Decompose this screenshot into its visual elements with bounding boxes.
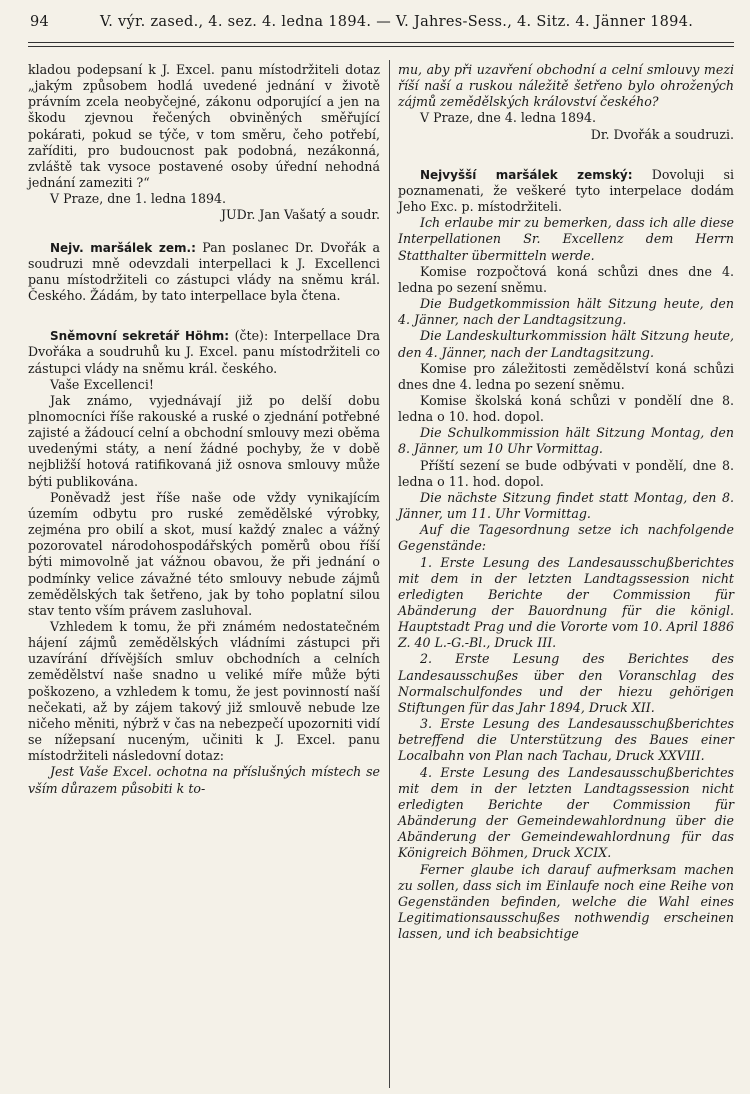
paragraph [398, 167, 734, 215]
header-title: V. výr. zased., 4. sez. 4. ledna 1894. — V. Jahres-Sess., 4. Sitz. 4. Jänner 1894. [100, 14, 694, 30]
speech-text: Dovoluji si poznamenati, že veškeré tyto interpelace dodám Jeho Exc. p. místodržiteli. [398, 166, 734, 215]
german-notice: Die Schulkommission hält Sitzung Montag, den 8. Jänner, um 10 Uhr Vormittag. [398, 425, 734, 457]
agenda-item: 3. Erste Lesung des Landesausschußberichtes betreffend die Unterstützung des Baues einer Localbahn von Plan nach Tachau, Druck XXVIII. [398, 716, 734, 764]
paragraph: kladou podepsaní k J. Excel. panu místodržiteli dotaz „jakým způsobem hodlá uvedené jednání v životě právním zcela neobyčejné, zákonu odporující a jen na škodu zjevnou řečených obviněných směřující pokárati, pokud se týče, v tom směru, čeho potřebí, zaříditi, pro budoucnost pak podobná, nezákonná, zvláště tak vysoce postavené osoby úřední nehodná jednání zameziti ?“ [28, 62, 380, 191]
date-line: V Praze, dne 1. ledna 1894. [50, 191, 227, 207]
german-notice: Die nächste Sitzung findet statt Montag, den 8. Jänner, um 11. Uhr Vormittag. [398, 489, 734, 522]
column-divider [389, 60, 390, 1088]
notice: Komise školská koná schůzi v pondělí dne 8. ledna o 10. hod. dopol. [398, 392, 734, 425]
german-paragraph: Ich erlaube mir zu bemerken, dass ich alle diese Interpellationen Sr. Excellenz dem Herrn Statthalter übermitteln werde. [398, 215, 734, 263]
right-column [398, 62, 734, 1084]
page-number: 94 [30, 14, 50, 30]
page-header [30, 14, 720, 40]
agenda-item: 1. Erste Lesung des Landesausschußberichtes mit dem in der letzten Landtagssession nicht erledigten Berichte der Commission für Abänderung der Bauordnung für die königl. Hauptstadt Prag und die Vororte vom 10. April 1886 Z. 40 L.-G.-Bl., Druck III. [398, 554, 734, 651]
header-rule [28, 42, 734, 47]
german-notice: Die Budgetkommission hält Sitzung heute, den 4. Jänner, nach der Landtagsitzung. [398, 296, 734, 328]
notice: Komise pro záležitosti zemědělství koná schůzi dnes dne 4. ledna po sezení sněmu. [398, 360, 734, 392]
german-paragraph: Ferner glaube ich darauf aufmerksam machen zu sollen, dass sich im Einlaufe noch eine Reihe von Gegenständen befinden, welche die Wahl eines Legitimationsausschußes nothwendig erscheinen lassen, und ich beabsichtige [398, 861, 734, 942]
agenda-intro: Auf die Tagesordnung setze ich nachfolgende Gegenstände: [398, 522, 734, 554]
notice: Příští sezení se bude odbývati v pondělí, dne 8. ledna o 11. hod. dopol. [398, 457, 734, 489]
paragraph: Vzhledem k tomu, že při známém nedostatečném hájení zájmů zemědělských vládními zástupci při uzavírání dřívějších smluv obchodních a celních zemědělství naše snadno u veliké míře může býti poškozeno, a vzhledem k tomu, že jest povinností naší nečekati, až by zájem takový již smlouvě nebude lze ničeho měniti, nýbrž v čas na nebezpečí upozorniti vidí se nížepsaní nuceným, učiniti k J. Excel. panu místodržiteli následovní dotaz: [28, 619, 380, 764]
agenda-item: 4. Erste Lesung des Landesausschußberichtes mit dem in der letzten Landtagssession nicht erledigten Berichte der Commission für Abänderung der Gemeindewahlordnung über die Abänderung der Gemeindewahlordnung für das Königreich Böhmen, Druck XCIX. [398, 764, 734, 861]
paragraph [28, 240, 380, 305]
notice: Komise rozpočtová koná schůzi dnes dne 4. ledna po sezení sněmu. [398, 263, 734, 295]
speaker-name: Nejvyšší maršálek zemský: [420, 167, 633, 182]
paragraph: Jak známo, vyjednávají již po delší dobu plnomocníci říše rakouské a ruské o zjednání potřebné zajisté a žádoucí celní a obchodní smlouvy mezi oběma uvedenými státy, a není žádné pochyby, že v době nejbližší hotová ratifikovaná již osnova smlouvy může býti publikována. [28, 392, 380, 489]
speech-text: (čte): Interpellace Dra Dvořáka a soudruhů ku J. Excel. panu místodržiteli co zástupci vlády na sněmu král. českého. [28, 328, 380, 376]
paragraph: Poněvadž jest říše naše ode vždy vynikajícím územím odbytu pro ruské zemědělské výrobky, zejména pro obilí a skot, musí každý znalec a vážný pozorovatel národohospodářských poměrů obou říší býti mimovolně jat vážnou obavou, že při jednání o podmínky velice závažné této smlouvy nebude zájmů zemědělských tak šetřeno, jak by toho poplatní silou stav tento vším právem zasluhoval. [28, 489, 380, 618]
signature: JUDr. Jan Vašatý a soudr. [220, 207, 380, 223]
left-column [28, 62, 380, 1084]
date-line: V Praze, dne 4. ledna 1894. [420, 110, 597, 126]
speaker-name: Nejv. maršálek zem.: [50, 240, 196, 255]
paragraph: mu, aby při uzavření obchodní a celní smlouvy mezi říší naší a ruskou náležitě šetřeno bylo ohrožených zájmů zemědělských království českého? [398, 62, 734, 110]
agenda-item: 2. Erste Lesung des Berichtes des Landesausschußes über den Voranschlag des Normalschulfondes und der hiezu gehörigen Stiftungen für das Jahr 1894, Druck XII. [398, 651, 734, 715]
speech-text: Pan poslanec Dr. Dvořák a soudruzi mně odevzdali interpellaci k J. Excellenci panu místodržiteli co zástupci vlády na sněmu král. Českého. Žádám, by tato interpellace byla čtena. [28, 239, 380, 304]
paragraph: Jest Vaše Excel. ochotna na příslušných místech se vším důrazem působiti k to- [28, 764, 380, 796]
speaker-name: Sněmovní sekretář Höhm: [50, 329, 230, 344]
salutation: Vaše Excellenci! [50, 376, 154, 392]
signature: Dr. Dvořák a soudruzi. [590, 126, 734, 142]
german-notice: Die Landeskulturkommission hält Sitzung heute, den 4. Jänner, nach der Landtagsitzung. [398, 328, 734, 360]
paragraph [28, 328, 380, 376]
